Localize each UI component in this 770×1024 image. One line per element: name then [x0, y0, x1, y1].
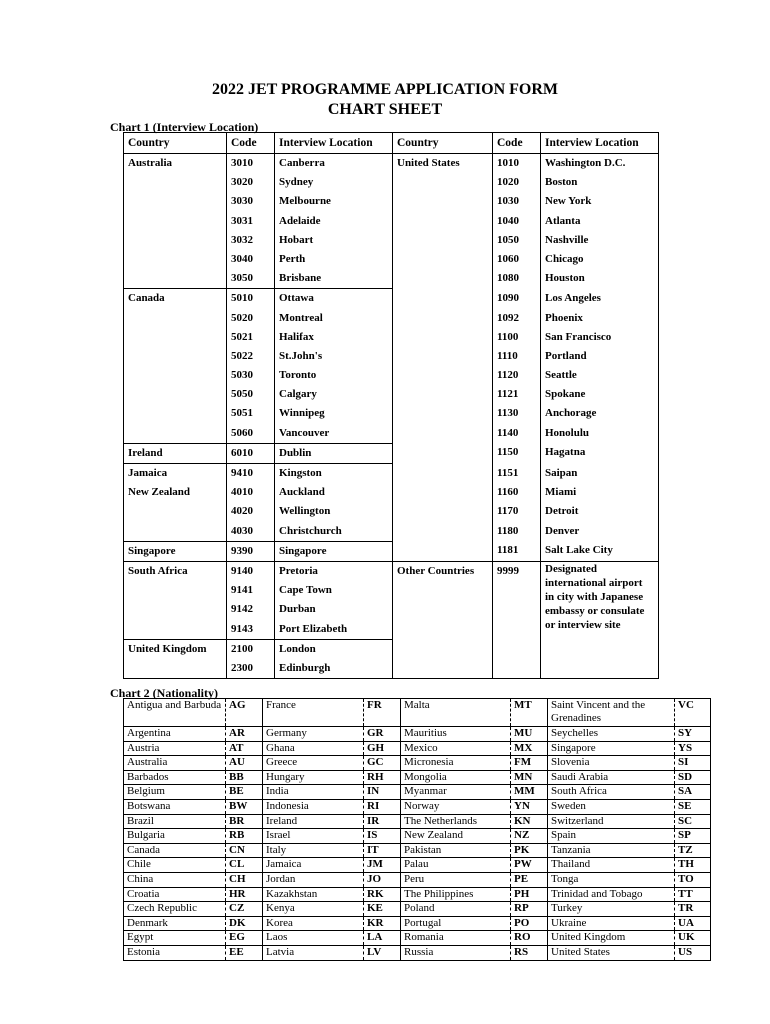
nationality-code: FR: [364, 699, 401, 727]
code-cell: 5051: [227, 404, 275, 423]
code-cell: 3031: [227, 212, 275, 231]
nationality-name: Pakistan: [401, 843, 511, 858]
nationality-name: Brazil: [124, 814, 226, 829]
nationality-name: Czech Republic: [124, 902, 226, 917]
location-cell: Anchorage: [541, 404, 659, 423]
column-header-location: Interview Location: [541, 133, 659, 154]
nationality-code: SD: [675, 770, 711, 785]
nationality-name: Antigua and Barbuda: [124, 699, 226, 727]
location-cell: Miami: [541, 483, 659, 502]
table-row: [124, 464, 659, 484]
nationality-code: SE: [675, 799, 711, 814]
nationality-code: PH: [511, 887, 548, 902]
nationality-name: Palau: [401, 858, 511, 873]
nationality-code: MM: [511, 785, 548, 800]
nationality-name: Mongolia: [401, 770, 511, 785]
location-cell: Los Angeles: [541, 289, 659, 309]
nationality-name: Bulgaria: [124, 829, 226, 844]
nationality-code: LA: [364, 931, 401, 946]
code-cell: 9999: [493, 561, 541, 678]
location-cell: Denver: [541, 522, 659, 542]
table-row: [124, 887, 711, 902]
code-cell: 9142: [227, 600, 275, 619]
nationality-name: Latvia: [263, 945, 364, 960]
code-cell: 3030: [227, 192, 275, 211]
nationality-code: EG: [226, 931, 263, 946]
code-cell: 5020: [227, 309, 275, 328]
table-row: [124, 699, 711, 727]
code-cell: 5022: [227, 347, 275, 366]
nationality-code: AU: [226, 756, 263, 771]
nationality-code: BR: [226, 814, 263, 829]
nationality-code: MT: [511, 699, 548, 727]
nationality-code: LV: [364, 945, 401, 960]
location-cell: Saipan: [541, 464, 659, 484]
code-cell: 1080: [493, 269, 541, 289]
code-cell: 1040: [493, 212, 541, 231]
code-cell: 1030: [493, 192, 541, 211]
chart1-caption: Chart 1 (Interview Location): [110, 120, 259, 134]
table-row: [124, 483, 659, 502]
nationality-code: CZ: [226, 902, 263, 917]
nationality-name: New Zealand: [401, 829, 511, 844]
nationality-name: Belgium: [124, 785, 226, 800]
nationality-code: EE: [226, 945, 263, 960]
nationality-code: UK: [675, 931, 711, 946]
code-cell: 2100: [227, 639, 275, 659]
nationality-name: Germany: [263, 727, 364, 742]
code-cell: 1151: [493, 464, 541, 484]
location-cell: New York: [541, 192, 659, 211]
location-cell: Washington D.C.: [541, 154, 659, 174]
code-cell: 1181: [493, 541, 541, 561]
location-cell: Seattle: [541, 366, 659, 385]
country-cell: Jamaica: [124, 464, 227, 484]
location-cell: Ottawa: [275, 289, 393, 309]
code-cell: 3020: [227, 173, 275, 192]
nationality-name: Barbados: [124, 770, 226, 785]
nationality-name: Chile: [124, 858, 226, 873]
nationality-code: SA: [675, 785, 711, 800]
form-subtitle: CHART SHEET: [327, 101, 443, 118]
nationality-name: Argentina: [124, 727, 226, 742]
nationality-name: Peru: [401, 872, 511, 887]
nationality-code: GC: [364, 756, 401, 771]
code-cell: 1060: [493, 250, 541, 269]
table-row: [124, 561, 659, 581]
location-cell: Spokane: [541, 385, 659, 404]
nationality-code: SP: [675, 829, 711, 844]
location-cell: Phoenix: [541, 309, 659, 328]
nationality-name: Israel: [263, 829, 364, 844]
code-cell: 9390: [227, 541, 275, 561]
nationality-name: The Netherlands: [401, 814, 511, 829]
nationality-code: AR: [226, 727, 263, 742]
table-row: [124, 289, 659, 309]
nationality-name: France: [263, 699, 364, 727]
nationality-name: Tonga: [548, 872, 675, 887]
nationality-code: NZ: [511, 829, 548, 844]
country-cell: Singapore: [124, 541, 227, 561]
table-row: [124, 814, 711, 829]
nationality-code: YN: [511, 799, 548, 814]
nationality-name: Sweden: [548, 799, 675, 814]
nationality-name: Portugal: [401, 916, 511, 931]
table-row: [124, 872, 711, 887]
location-cell: Edinburgh: [275, 659, 393, 679]
nationality-code: MN: [511, 770, 548, 785]
location-cell: Hobart: [275, 231, 393, 250]
table-row: [124, 902, 711, 917]
nationality-name: Denmark: [124, 916, 226, 931]
location-cell: Toronto: [275, 366, 393, 385]
nationality-name: Turkey: [548, 902, 675, 917]
nationality-code: SC: [675, 814, 711, 829]
nationality-name: Italy: [263, 843, 364, 858]
nationality-code: JO: [364, 872, 401, 887]
location-cell: Perth: [275, 250, 393, 269]
table-row: [124, 154, 659, 174]
nationality-code: PE: [511, 872, 548, 887]
nationality-code: IR: [364, 814, 401, 829]
nationality-code: TO: [675, 872, 711, 887]
nationality-name: Ghana: [263, 741, 364, 756]
nationality-name: Spain: [548, 829, 675, 844]
nationality-name: Korea: [263, 916, 364, 931]
code-cell: 1110: [493, 347, 541, 366]
location-cell: Auckland: [275, 483, 393, 502]
table-row: [124, 727, 711, 742]
code-cell: 5060: [227, 424, 275, 444]
nationality-table: [123, 698, 711, 961]
location-cell: Wellington: [275, 502, 393, 521]
code-cell: 1090: [493, 289, 541, 309]
code-cell: 1170: [493, 502, 541, 521]
code-cell: 1020: [493, 173, 541, 192]
code-cell: 3010: [227, 154, 275, 174]
location-cell: Hagatna: [541, 443, 659, 463]
column-header-code: Code: [227, 133, 275, 154]
location-cell: Boston: [541, 173, 659, 192]
nationality-name: Hungary: [263, 770, 364, 785]
location-cell: Durban: [275, 600, 393, 619]
nationality-code: DK: [226, 916, 263, 931]
location-cell: Melbourne: [275, 192, 393, 211]
table-row: [124, 756, 711, 771]
nationality-name: Indonesia: [263, 799, 364, 814]
location-cell: Salt Lake City: [541, 541, 659, 561]
location-cell: Canberra: [275, 154, 393, 174]
nationality-name: Tanzania: [548, 843, 675, 858]
nationality-name: Ireland: [263, 814, 364, 829]
code-cell: 9410: [227, 464, 275, 484]
location-cell: Honolulu: [541, 424, 659, 444]
nationality-code: TZ: [675, 843, 711, 858]
nationality-code: JM: [364, 858, 401, 873]
nationality-name: United Kingdom: [548, 931, 675, 946]
nationality-name: Poland: [401, 902, 511, 917]
nationality-code: AT: [226, 741, 263, 756]
nationality-name: Thailand: [548, 858, 675, 873]
nationality-code: GH: [364, 741, 401, 756]
nationality-code: CN: [226, 843, 263, 858]
location-cell: London: [275, 639, 393, 659]
nationality-name: The Philippines: [401, 887, 511, 902]
nationality-name: Micronesia: [401, 756, 511, 771]
location-cell: Kingston: [275, 464, 393, 484]
nationality-name: Mauritius: [401, 727, 511, 742]
code-cell: 3050: [227, 269, 275, 289]
country-cell: Other Countries: [393, 561, 493, 678]
nationality-code: RP: [511, 902, 548, 917]
code-cell: 1140: [493, 424, 541, 444]
nationality-code: YS: [675, 741, 711, 756]
table-row: [124, 945, 711, 960]
table-row: [124, 843, 711, 858]
interview-location-table: [123, 132, 659, 679]
location-cell: San Francisco: [541, 328, 659, 347]
nationality-name: India: [263, 785, 364, 800]
location-cell: Cape Town: [275, 581, 393, 600]
location-cell: Halifax: [275, 328, 393, 347]
column-header-location: Interview Location: [275, 133, 393, 154]
location-cell: Calgary: [275, 385, 393, 404]
location-cell: Designated international airport in city with Japanese embassy or consulate or interview site: [541, 561, 659, 678]
nationality-code: US: [675, 945, 711, 960]
nationality-name: Saudi Arabia: [548, 770, 675, 785]
nationality-code: TR: [675, 902, 711, 917]
nationality-name: Myanmar: [401, 785, 511, 800]
table-row: [124, 799, 711, 814]
nationality-name: Trinidad and Tobago: [548, 887, 675, 902]
country-cell: New Zealand: [124, 483, 227, 541]
nationality-name: Croatia: [124, 887, 226, 902]
nationality-code: RI: [364, 799, 401, 814]
country-cell: South Africa: [124, 561, 227, 639]
nationality-code: MU: [511, 727, 548, 742]
code-cell: 5010: [227, 289, 275, 309]
nationality-name: Canada: [124, 843, 226, 858]
nationality-name: Laos: [263, 931, 364, 946]
location-cell: Houston: [541, 269, 659, 289]
nationality-name: Ukraine: [548, 916, 675, 931]
nationality-code: AG: [226, 699, 263, 727]
location-cell: Nashville: [541, 231, 659, 250]
location-cell: Detroit: [541, 502, 659, 521]
column-header-code: Code: [493, 133, 541, 154]
nationality-code: RO: [511, 931, 548, 946]
country-cell: United States: [393, 154, 493, 562]
nationality-name: Egypt: [124, 931, 226, 946]
location-cell: Christchurch: [275, 522, 393, 542]
nationality-name: Romania: [401, 931, 511, 946]
nationality-code: CL: [226, 858, 263, 873]
location-cell: Atlanta: [541, 212, 659, 231]
location-cell: Brisbane: [275, 269, 393, 289]
table-row: [124, 785, 711, 800]
nationality-name: Switzerland: [548, 814, 675, 829]
nationality-name: United States: [548, 945, 675, 960]
nationality-code: IS: [364, 829, 401, 844]
nationality-name: Austria: [124, 741, 226, 756]
location-cell: Pretoria: [275, 561, 393, 581]
nationality-code: KR: [364, 916, 401, 931]
column-header-country: Country: [124, 133, 227, 154]
code-cell: 5050: [227, 385, 275, 404]
code-cell: 1050: [493, 231, 541, 250]
nationality-code: KN: [511, 814, 548, 829]
code-cell: 1120: [493, 366, 541, 385]
nationality-code: BB: [226, 770, 263, 785]
nationality-name: China: [124, 872, 226, 887]
nationality-code: SI: [675, 756, 711, 771]
nationality-code: RK: [364, 887, 401, 902]
nationality-name: Singapore: [548, 741, 675, 756]
chart2-caption: Chart 2 (Nationality): [110, 686, 218, 700]
code-cell: 3040: [227, 250, 275, 269]
location-cell: Adelaide: [275, 212, 393, 231]
nationality-code: PK: [511, 843, 548, 858]
table-row: [124, 858, 711, 873]
nationality-code: TT: [675, 887, 711, 902]
code-cell: 5021: [227, 328, 275, 347]
nationality-name: Estonia: [124, 945, 226, 960]
code-cell: 1100: [493, 328, 541, 347]
code-cell: 2300: [227, 659, 275, 679]
table-row: [124, 443, 659, 463]
code-cell: 9143: [227, 620, 275, 640]
location-cell: Singapore: [275, 541, 393, 561]
code-cell: 1150: [493, 443, 541, 463]
nationality-name: Seychelles: [548, 727, 675, 742]
nationality-code: IT: [364, 843, 401, 858]
code-cell: 3032: [227, 231, 275, 250]
nationality-name: Russia: [401, 945, 511, 960]
code-cell: 1160: [493, 483, 541, 502]
table-row: [124, 931, 711, 946]
code-cell: 5030: [227, 366, 275, 385]
code-cell: 1130: [493, 404, 541, 423]
table-row: [124, 541, 659, 561]
nationality-name: Saint Vincent and the Grenadines: [548, 699, 675, 727]
nationality-code: FM: [511, 756, 548, 771]
nationality-code: PW: [511, 858, 548, 873]
column-header-country: Country: [393, 133, 493, 154]
code-cell: 4020: [227, 502, 275, 521]
country-cell: Ireland: [124, 443, 227, 463]
location-cell: Chicago: [541, 250, 659, 269]
nationality-code: IN: [364, 785, 401, 800]
nationality-name: Jamaica: [263, 858, 364, 873]
nationality-name: Mexico: [401, 741, 511, 756]
nationality-code: RB: [226, 829, 263, 844]
table-row: [124, 829, 711, 844]
nationality-code: BW: [226, 799, 263, 814]
location-cell: Dublin: [275, 443, 393, 463]
nationality-name: Malta: [401, 699, 511, 727]
nationality-name: Greece: [263, 756, 364, 771]
code-cell: 6010: [227, 443, 275, 463]
code-cell: 4010: [227, 483, 275, 502]
location-cell: St.John's: [275, 347, 393, 366]
nationality-code: GR: [364, 727, 401, 742]
code-cell: 1121: [493, 385, 541, 404]
code-cell: 9140: [227, 561, 275, 581]
nationality-name: Australia: [124, 756, 226, 771]
table-row: [124, 916, 711, 931]
table-row: [124, 741, 711, 756]
location-cell: Portland: [541, 347, 659, 366]
country-cell: United Kingdom: [124, 639, 227, 678]
code-cell: 4030: [227, 522, 275, 542]
location-cell: Port Elizabeth: [275, 620, 393, 640]
location-cell: Montreal: [275, 309, 393, 328]
country-cell: Canada: [124, 289, 227, 444]
location-cell: Vancouver: [275, 424, 393, 444]
code-cell: 9141: [227, 581, 275, 600]
table-row: [124, 770, 711, 785]
location-cell: Winnipeg: [275, 404, 393, 423]
nationality-code: KE: [364, 902, 401, 917]
nationality-name: Norway: [401, 799, 511, 814]
code-cell: 1092: [493, 309, 541, 328]
nationality-code: TH: [675, 858, 711, 873]
nationality-code: RH: [364, 770, 401, 785]
nationality-code: BE: [226, 785, 263, 800]
nationality-code: RS: [511, 945, 548, 960]
location-cell: Sydney: [275, 173, 393, 192]
code-cell: 1010: [493, 154, 541, 174]
nationality-code: MX: [511, 741, 548, 756]
country-cell: Australia: [124, 154, 227, 289]
nationality-name: Slovenia: [548, 756, 675, 771]
nationality-code: SY: [675, 727, 711, 742]
nationality-name: Botswana: [124, 799, 226, 814]
nationality-code: VC: [675, 699, 711, 727]
nationality-code: HR: [226, 887, 263, 902]
table-header-row: [124, 133, 659, 154]
form-title: 2022 JET PROGRAMME APPLICATION FORM: [211, 81, 559, 98]
nationality-code: UA: [675, 916, 711, 931]
nationality-code: CH: [226, 872, 263, 887]
nationality-name: Kenya: [263, 902, 364, 917]
nationality-name: South Africa: [548, 785, 675, 800]
code-cell: 1180: [493, 522, 541, 542]
nationality-name: Kazakhstan: [263, 887, 364, 902]
nationality-name: Jordan: [263, 872, 364, 887]
nationality-code: PO: [511, 916, 548, 931]
